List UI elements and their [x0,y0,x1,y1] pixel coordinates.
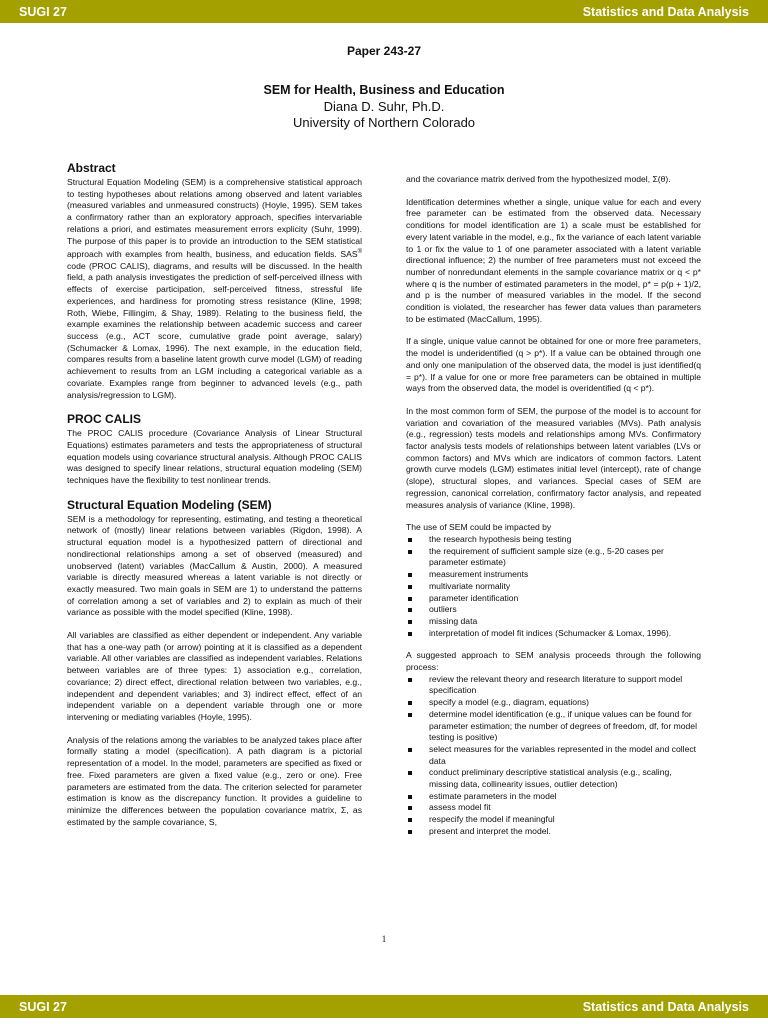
list-item: determine model identification (e.g., if unique values can be found for parameter estimation; the number of degrees of freedom, df, for model testing is positive) [406,709,701,744]
sem-heading: Structural Equation Modeling (SEM) [67,497,272,512]
impact-list [406,534,701,639]
list-item: assess model fit [406,802,701,814]
list-item: respecify the model if meaningful [406,814,701,826]
list-item: outliers [406,604,701,616]
sem-paragraph-2: All variables are classified as either dependent or independent. Any variable that has a one-way path (or arrow) pointing at it is classified as a dependent variable. All other variables are classified as independent variables. Relations between variables are of three types: 1) association e.g., correlation, covariance; 2) direct effect, directional relation between two variables, e.g., independent and dependent variables; and 3) indirect effect, effect of an independent variable on a dependent variable through one or more intervening or mediating variables (Hoyle, 1995). [67,630,362,722]
list-item: parameter identification [406,593,701,605]
sem-paragraph-3: Analysis of the relations among the variables to be analyzed takes place after formally stating a model (specification). A path diagram is a pictorial representation of a model. In the model, parameters are specified as fixed or free. Fixed parameters are given a fixed value (e.g., zero or one). Free parameters are estimated from the data. The criterion selected for parameter estimation is know as the discrepancy function. It provides a guideline to minimize the differences between the population covariance matrix, Σ, as estimated by the sample covariance, S, [67,734,362,827]
process-list [406,674,701,838]
list-item: select measures for the variables represented in the model and collect data [406,744,701,767]
list-item: specify a model (e.g., diagram, equations) [406,697,701,709]
list-item: missing data [406,616,701,628]
right-paragraph-3: In the most common form of SEM, the purpose of the model is to account for variation and covariation of the measured variables (MVs). Path analysis (e.g., regression) tests models and relationships among MVs. Confirmatory factor analysis tests models of relationships between latent variables (LVs or common factors) and MVs which are indicators of common factors. Latent growth curve models (LGM) estimates initial level (intercept), rate of change (slope), structural slopes, and variances. Special cases of SEM are regression, canonical correlation, confirmatory factor analysis, and repeated measures analysis of variance (Kline, 1998). [406,405,701,510]
footer-right: Statistics and Data Analysis [582,999,749,1014]
list-item: conduct preliminary descriptive statistical analysis (e.g., scaling, missing data, collinearity issues, outlier detection) [406,767,701,790]
right-paragraph-2: If a single, unique value cannot be obtained for one or more free parameters, the model is underidentified (q > p*). If a value can be obtained through one and only one manipulation of the observed data, the model is just identified(q = p*). If a value for one or more free parameters can be obtained in multiple ways from the observed data, the model is overidentified (q < p*). [406,336,701,394]
list-item: interpretation of model fit indices (Schumacker & Lomax, 1996). [406,628,701,640]
abstract-heading: Abstract [67,161,116,175]
proc-calis-heading: PROC CALIS [67,412,142,427]
right-paragraph-0: and the covariance matrix derived from the hypothesized model, Σ(θ). [406,174,671,184]
abstract-text: Structural Equation Modeling (SEM) is a comprehensive statistical approach to testing hypotheses about relations among observed and latent variables (measured variables and unmeasured constructs) (Hoyle, 1995). SEM takes a confirmatory rather than an exploratory approach, specifies intervariable relations a priori, and estimates measurement errors explicity (Suhr, 1999). The purpose of this paper is to provide an introduction to the SEM statistical approach with examples from health, business, and education fields. SAS® code (PROC CALIS), diagrams, and results will be discussed. In the health field, a path analysis investigates the prediction of self-perceived illness with effects of exercise participation, self-perceived fitness, stressful life experiences, and hardiness for promoting stress resistance (Kline, 1998; Roth, Wiebe, Fillingim, & Shay, 1989). Relating to the business field, the example examines the relationship between academic success and career success (e.g., ACT score, cumulative grade point average, salary) (Schumacker & Lomax, 1996). The next example, in the education field, compares results from a baseline latent growth curve model (LGM) of reading achievement to results from an LGM including a categorical variable as a covariate. Examples range from beginner to advanced levels (e.g., path analysis/regression to LGM). [67,177,362,400]
header-left: SUGI 27 [19,4,67,19]
author-affiliation: University of Northern Colorado [292,115,476,130]
page-number: 1 [381,934,387,944]
proc-calis-text: The PROC CALIS procedure (Covariance Analysis of Linear Structural Equations) estimates parameters and tests the appropriateness of structural equation models using covariance structural analysis. Although PROC CALIS was designed to specify linear relations, structural equation modeling (SEM) techniques have the flexibility to test nonlinear trends. [67,428,362,486]
left-column [67,161,362,839]
list-item: the requirement of sufficient sample size (e.g., 5-20 cases per parameter estimate) [406,546,701,569]
header-right: Statistics and Data Analysis [582,4,749,19]
footer-bar [0,995,768,1018]
list-item: measurement instruments [406,569,701,581]
list-item: multivariate normality [406,581,701,593]
header-bar [0,0,768,23]
list-item: estimate parameters in the model [406,791,701,803]
footer-left: SUGI 27 [19,999,67,1014]
list-item: review the relevant theory and research literature to support model specification [406,674,701,697]
list-item: the research hypothesis being testing [406,534,701,546]
list1-intro: The use of SEM could be impacted by [406,522,552,533]
right-paragraph-1: Identification determines whether a single, unique value for each and every free parameter can be estimated from the observed data. Necessary conditions for model identification are 1) a scale must be established for every latent variable in the model, e.g., fix the variance of each latent variable to 1 or fix the value to 1 of one parameter associated with a latent variable directional influence; 2) the number of free parameters must not exceed the number of nonredundant elements in the sample covariance matrix or q < p* where q is the number of estimated parameters in the model, p* = p(p + 1)/2, and p is the number of measured variables in the model. If the second condition is violated, the researcher has fewer data values than parameters to be estimated (MacCallum, 1995). [406,196,701,324]
author-name: Diana D. Suhr, Ph.D. [323,99,445,114]
list-item: present and interpret the model. [406,826,701,838]
paper-number: Paper 243-27 [346,44,422,58]
list2-intro: A suggested approach to SEM analysis proceeds through the following process: [406,650,701,673]
right-column [406,174,701,849]
paper-title: SEM for Health, Business and Education [263,83,505,97]
sem-paragraph-1: SEM is a methodology for representing, estimating, and testing a theoretical network of (mostly) linear relations between variables (Rigdon, 1998). A structural equation model is a hypothesized pattern of directional and nondirectional relationships among a set of observed (measured) and unobserved (latent) variables (MacCallum & Austin, 2000). A measured variable is directly measured whereas a latent variable is not directly or exactly measured. Two main goals in SEM are 1) to understand the patterns of correlation among a set of variables and 2) to explain as much of their variance as possible with the model specified (Kline, 1998). [67,513,362,618]
